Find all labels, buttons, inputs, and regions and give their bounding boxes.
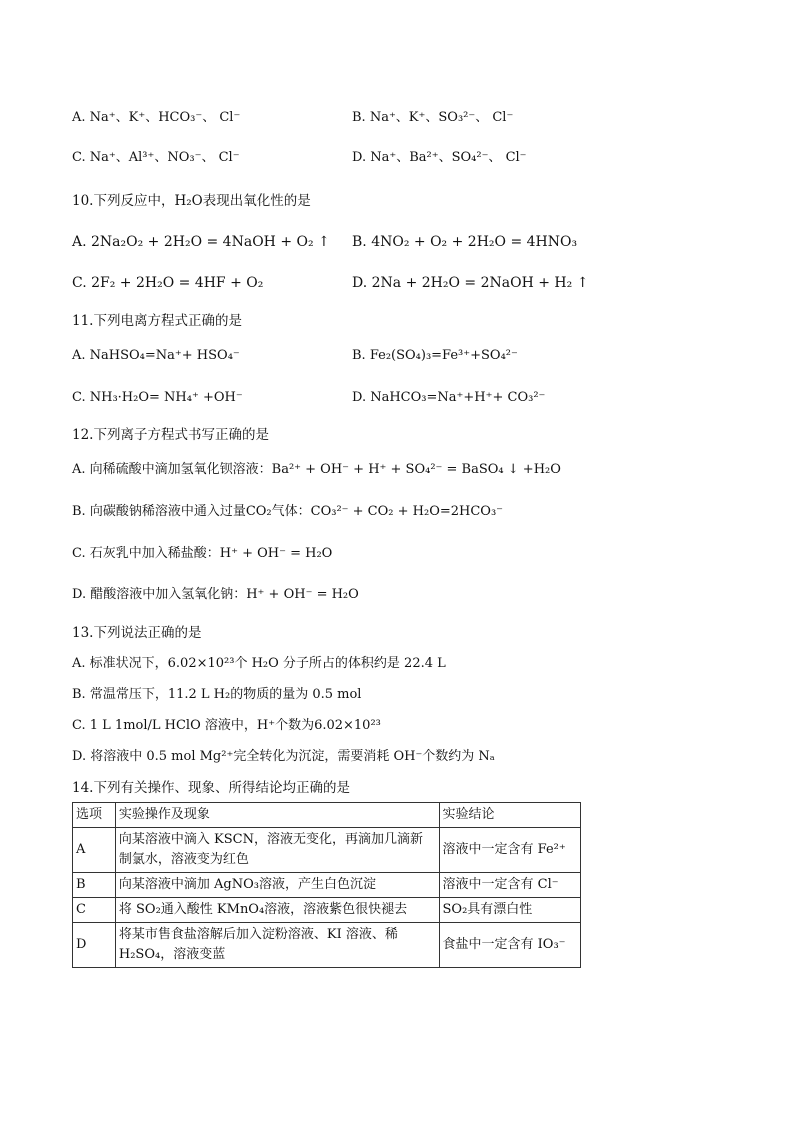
q10-option-a[interactable]: A. 2Na₂O₂ + 2H₂O = 4NaOH + O₂ ↑ (72, 234, 330, 250)
row-conclusion: 溶液中一定含有 Fe²⁺ (439, 828, 580, 873)
experiment-table (72, 802, 581, 968)
row-option: C (73, 898, 116, 923)
q11-option-a[interactable]: A. NaHSO₄=Na⁺+ HSO₄⁻ (72, 348, 240, 363)
header-conclusion: 实验结论 (439, 803, 580, 828)
row-operation: 向某溶液中滴入 KSCN，溶液无变化，再滴加几滴新制氯水，溶液变为红色 (115, 828, 439, 873)
q9-option-b[interactable]: B. Na⁺、K⁺、SO₃²⁻、 Cl⁻ (352, 110, 514, 125)
row-operation: 将 SO₂通入酸性 KMnO₄溶液，溶液紫色很快褪去 (115, 898, 439, 923)
q10-option-d[interactable]: D. 2Na + 2H₂O = 2NaOH + H₂ ↑ (352, 275, 589, 291)
row-conclusion: 溶液中一定含有 Cl⁻ (439, 873, 580, 898)
q13-option-b[interactable]: B. 常温常压下，11.2 L H₂的物质的量为 0.5 mol (72, 687, 362, 702)
row-option: A (73, 828, 116, 873)
table-row (73, 873, 581, 898)
row-option: B (73, 873, 116, 898)
q10-stem: 10.下列反应中，H₂O表现出氧化性的是 (72, 193, 311, 209)
row-operation: 向某溶液中滴加 AgNO₃溶液，产生白色沉淀 (115, 873, 439, 898)
q11-stem: 11.下列电离方程式正确的是 (72, 313, 242, 329)
q11-option-c[interactable]: C. NH₃·H₂O= NH₄⁺ +OH⁻ (72, 390, 243, 405)
row-operation: 将某市售食盐溶解后加入淀粉溶液、KI 溶液、稀 H₂SO₄，溶液变蓝 (115, 923, 439, 968)
table-row (73, 828, 581, 873)
q13-stem: 13.下列说法正确的是 (72, 625, 202, 641)
q9-option-a[interactable]: A. Na⁺、K⁺、HCO₃⁻、 Cl⁻ (72, 110, 241, 125)
header-option: 选项 (73, 803, 116, 828)
q11-option-b[interactable]: B. Fe₂(SO₄)₃=Fe³⁺+SO₄²⁻ (352, 348, 518, 363)
header-operation: 实验操作及现象 (115, 803, 439, 828)
q12-option-c[interactable]: C. 石灰乳中加入稀盐酸：H⁺ + OH⁻ = H₂O (72, 546, 333, 561)
table-row (73, 898, 581, 923)
q9-option-d[interactable]: D. Na⁺、Ba²⁺、SO₄²⁻、 Cl⁻ (352, 150, 527, 165)
row-conclusion: 食盐中一定含有 IO₃⁻ (439, 923, 580, 968)
row-option: D (73, 923, 116, 968)
q13-option-c[interactable]: C. 1 L 1mol/L HClO 溶液中，H⁺个数为6.02×10²³ (72, 718, 381, 733)
q10-option-b[interactable]: B. 4NO₂ + O₂ + 2H₂O = 4HNO₃ (352, 234, 578, 250)
q13-option-a[interactable]: A. 标准状况下，6.02×10²³个 H₂O 分子所占的体积约是 22.4 L (72, 656, 446, 671)
q10-option-c[interactable]: C. 2F₂ + 2H₂O = 4HF + O₂ (72, 275, 264, 291)
q14-stem: 14.下列有关操作、现象、所得结论均正确的是 (72, 780, 350, 796)
q9-option-c[interactable]: C. Na⁺、Al³⁺、NO₃⁻、 Cl⁻ (72, 150, 240, 165)
q12-option-a[interactable]: A. 向稀硫酸中滴加氢氧化钡溶液：Ba²⁺ + OH⁻ + H⁺ + SO₄²⁻ = BaSO₄ ↓ +H₂O (72, 462, 561, 477)
q13-option-d[interactable]: D. 将溶液中 0.5 mol Mg²⁺完全转化为沉淀，需要消耗 OH⁻个数约为 Nₐ (72, 749, 495, 764)
q12-option-b[interactable]: B. 向碳酸钠稀溶液中通入过量CO₂气体：CO₃²⁻ + CO₂ + H₂O=2HCO₃⁻ (72, 504, 504, 519)
table-row (73, 923, 581, 968)
q11-option-d[interactable]: D. NaHCO₃=Na⁺+H⁺+ CO₃²⁻ (352, 390, 546, 405)
q12-stem: 12.下列离子方程式书写正确的是 (72, 427, 269, 443)
q12-option-d[interactable]: D. 醋酸溶液中加入氢氧化钠：H⁺ + OH⁻ = H₂O (72, 587, 359, 602)
table-header-row (73, 803, 581, 828)
row-conclusion: SO₂具有漂白性 (439, 898, 580, 923)
